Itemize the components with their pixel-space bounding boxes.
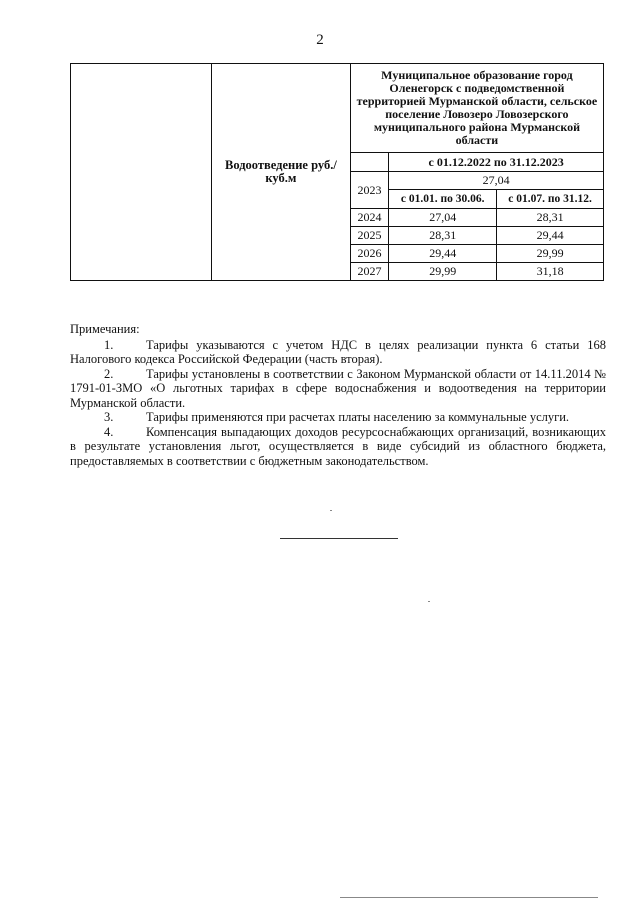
note-number: 3. <box>104 410 114 424</box>
year-cell: 2023 <box>350 172 388 209</box>
note-number: 4. <box>104 424 114 439</box>
note-item <box>70 367 606 411</box>
value-cell: 29,99 <box>389 263 497 281</box>
value-cell: 29,44 <box>389 245 497 263</box>
note-text: Компенсация выпадающих доходов ресурсоснабжающих организаций, возникающих в результате установления льгот, осуществляется в виде субсидий из областного бюджета, предоставляемых в соответствии с бюджетным законодательством. <box>70 424 606 468</box>
page-number: 2 <box>316 32 324 48</box>
half-year-header-1: с 01.01. по 30.06. <box>389 190 497 209</box>
value-cell: 27,04 <box>389 209 497 227</box>
municipality-header: Муниципальное образование город Оленегорск с подведомственной территорией Мурманской области, сельское поселение Ловозеро Ловозерского муниципального района Мурманской области <box>350 64 603 153</box>
value-cell: 27,04 <box>389 172 604 190</box>
note-text: Тарифы применяются при расчетах платы населению за коммунальные услуги. <box>146 410 570 424</box>
notes-title: Примечания: <box>70 322 140 336</box>
note-text: Тарифы установлены в соответствии с Законом Мурманской области от 14.11.2014 № 1791-01-ЗМО «О льготных тарифах в сфере водоснабжения и водоотведения на территории Мурманской области. <box>70 366 606 410</box>
note-item <box>70 410 606 425</box>
note-text: Тарифы указываются с учетом НДС в целях реализации пункта 6 статьи 168 Налогового кодекса Российской Федерации (часть вторая). <box>70 337 606 366</box>
year-cell: 2026 <box>350 245 388 263</box>
period-header: с 01.12.2022 по 31.12.2023 <box>389 153 604 172</box>
note-number: 2. <box>104 366 114 381</box>
half-year-header-2: с 01.07. по 31.12. <box>497 190 604 209</box>
value-cell: 31,18 <box>497 263 604 281</box>
notes-section <box>70 322 606 468</box>
year-cell: 2024 <box>350 209 388 227</box>
tariff-table <box>70 63 604 281</box>
value-cell: 29,99 <box>497 245 604 263</box>
service-cell: Водоотведение руб./куб.м <box>211 64 350 281</box>
note-number: 1. <box>104 337 114 352</box>
footer-line <box>340 897 598 898</box>
empty-cell <box>71 64 212 281</box>
value-cell: 28,31 <box>389 227 497 245</box>
value-cell: 28,31 <box>497 209 604 227</box>
scan-speck <box>428 601 430 602</box>
note-item <box>70 338 606 367</box>
value-cell: 29,44 <box>497 227 604 245</box>
year-cell: 2025 <box>350 227 388 245</box>
scan-speck <box>330 510 332 511</box>
year-cell: 2027 <box>350 263 388 281</box>
year-header-blank <box>350 153 388 172</box>
closing-divider <box>280 538 398 539</box>
note-item <box>70 425 606 469</box>
